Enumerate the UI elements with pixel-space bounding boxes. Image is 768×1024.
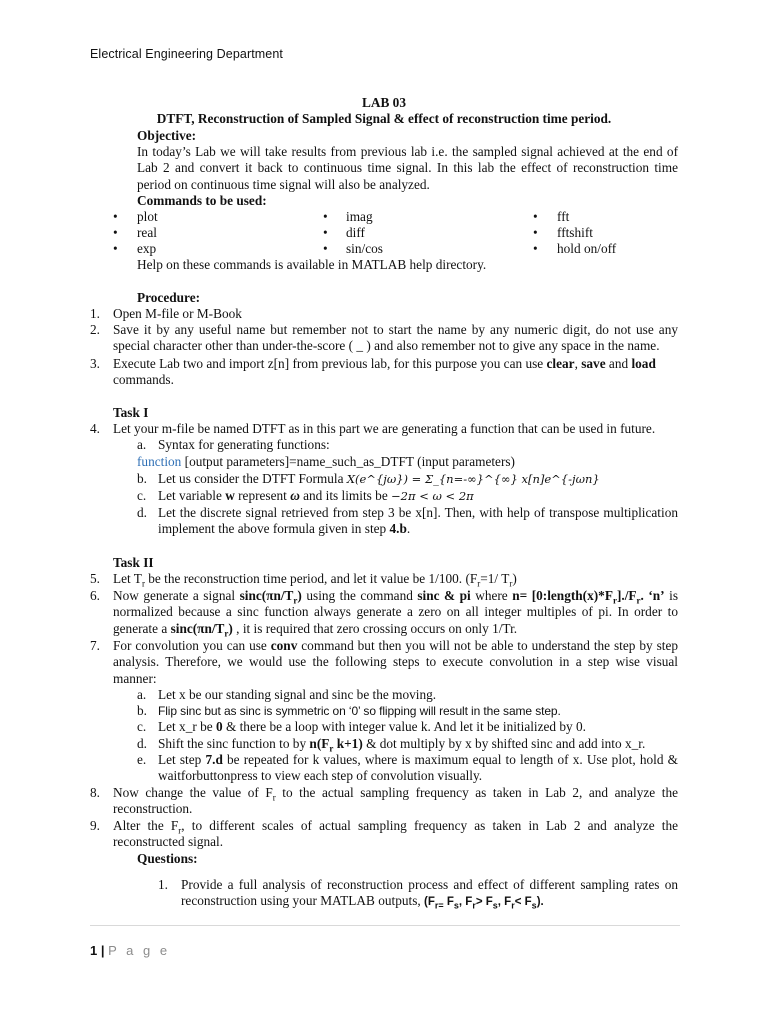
bullet-dot: •	[113, 225, 118, 240]
question-number: 1.	[158, 877, 168, 892]
task1-step-4c: Let variable w represent ω and its limits be −2π < ω < 2π	[158, 488, 474, 503]
task2-step-7a: Let x be our standing signal and sinc be the moving.	[158, 687, 437, 702]
bullet-dot: •	[323, 209, 328, 224]
command-item: fft	[557, 209, 570, 224]
footer-divider	[90, 925, 680, 926]
task2-step-7c: Let x_r be 0 & there be a loop with integer value k. And let it be initialized by 0.	[158, 719, 586, 734]
objective-text: In today’s Lab we will take results from previous lab i.e. the sampled signal achieved at the end of Lab 2 and convert it back to continuous time signal. In this lab the effect of reconstruction time period on continuous time signal will also be analyzed.	[137, 144, 678, 192]
task2-heading: Task II	[113, 555, 154, 570]
step-number: 2.	[90, 322, 100, 337]
step-number: 5.	[90, 571, 100, 586]
task1-step-4d: Let the discrete signal retrieved from step 3 be x[n]. Then, with help of transpose multiplication implement the above formula given in step 4.b.	[158, 505, 678, 537]
step-number: 3.	[90, 356, 100, 371]
page-number: 1	[90, 943, 98, 958]
procedure-step-2: Save it by any useful name but remember not to start the name by any numeric digit, do not use any special character other than under-the-score ( _ ) and also remember not to give any space in the name.	[113, 322, 678, 354]
command-item: sin/cos	[346, 241, 383, 256]
task1-step-4: Let your m-file be named DTFT as in this part we are generating a function that can be used in future.	[113, 421, 656, 436]
function-syntax: function [output parameters]=name_such_as_DTFT (input parameters)	[137, 454, 515, 469]
bullet-dot: •	[113, 209, 118, 224]
task2-step-7b: Flip sinc but as sinc is symmetric on ‘0’ so flipping will result in the same step.	[158, 704, 561, 718]
command-item: hold on/off	[557, 241, 617, 256]
procedure-step-3: Execute Lab two and import z[n] from previous lab, for this purpose you can use clear, save and load commands.	[113, 356, 656, 388]
bullet-dot: •	[533, 209, 538, 224]
function-keyword: function	[137, 454, 182, 469]
task2-step-8: Now change the value of $F_r$ to the actual sampling frequency as taken in Lab 2, and analyze the reconstruction.	[113, 785, 678, 817]
lab-subtitle: DTFT, Reconstruction of Sampled Signal & effect of reconstruction time period.	[156, 111, 612, 126]
question-1: Provide a full analysis of reconstruction process and effect of different sampling rates on reconstruction using your MATLAB outputs, ($F_{r=}$ $F_s$, $F_r> F_s$, $F_r< F_s$).	[181, 877, 678, 911]
commands-heading: Commands to be used:	[137, 193, 267, 208]
command-item: exp	[137, 241, 157, 256]
bullet-dot: •	[323, 241, 328, 256]
sub-label: b.	[137, 703, 147, 718]
page-word: P a g e	[108, 943, 171, 958]
step-number: 6.	[90, 588, 100, 603]
department-header: Electrical Engineering Department	[90, 47, 283, 61]
bullet-dot: •	[113, 241, 118, 256]
sub-label: d.	[137, 505, 147, 520]
sub-label: c.	[137, 488, 147, 503]
sub-label: a.	[137, 437, 147, 452]
bullet-dot: •	[533, 241, 538, 256]
sub-label: b.	[137, 471, 147, 486]
command-item: real	[137, 225, 157, 240]
procedure-step-1: Open M-file or M-Book	[113, 306, 242, 321]
questions-heading: Questions:	[137, 851, 198, 866]
sub-label: d.	[137, 736, 147, 751]
sub-label: c.	[137, 719, 147, 734]
objective-heading: Objective:	[137, 128, 197, 143]
sub-label: e.	[137, 752, 147, 767]
step-number: 1.	[90, 306, 100, 321]
page-footer: 1 | P a g e	[90, 943, 171, 958]
command-item: imag	[346, 209, 373, 224]
dtft-formula: X(e^{jω}) = Σ_{n=-∞}^{∞} x[n]e^{-jωn}	[346, 472, 600, 486]
help-text: Help on these commands is available in MATLAB help directory.	[137, 257, 487, 272]
task2-step-7e: Let step 7.d be repeated for k values, where is maximum equal to length of x. Use plot, hold & waitforbuttonpress to view each step of convolution visually.	[158, 752, 678, 784]
bullet-dot: •	[533, 225, 538, 240]
step-number: 4.	[90, 421, 100, 436]
step-number: 9.	[90, 818, 100, 833]
task1-step-4b: Let us consider the DTFT Formula X(e^{jω}) = Σ_{n=-∞}^{∞} x[n]e^{-jωn}	[158, 471, 600, 486]
task1-step-4a: Syntax for generating functions:	[158, 437, 330, 452]
task2-step-9: Alter the $F_r$, to different scales of actual sampling frequency as taken in Lab 2 and analyze the reconstructed signal.	[113, 818, 678, 850]
task1-heading: Task I	[113, 405, 149, 420]
procedure-heading: Procedure:	[137, 290, 201, 305]
command-item: plot	[137, 209, 158, 224]
command-item: fftshift	[557, 225, 593, 240]
command-item: diff	[346, 225, 365, 240]
sub-label: a.	[137, 687, 147, 702]
step-number: 7.	[90, 638, 100, 653]
lab-title: LAB 03	[362, 95, 406, 110]
task2-step-7d: Shift the sinc function to by $n(F_r$ k+1) & dot multiply by x by shifted sinc and add into x_r.	[158, 736, 646, 754]
bullet-dot: •	[323, 225, 328, 240]
task2-step-5: Let $T_r$ be the reconstruction time period, and let it value be 1/100. ($F_r=1/$ $T_r$)	[113, 571, 517, 589]
task2-step-7: For convolution you can use conv command but then you will not be able to understand the step by step analysis. Therefore, we would use the following steps to execute convolution in a step wise visual manner:	[113, 638, 678, 686]
task2-step-6: Now generate a signal $\sin c(\pi n/T_r)$ using the command sinc & pi where $n= [0:length(x)*F_r]./F_r$. ‘n’ is normalized because a sinc function always generate a zero on all integer multiples of pi. In order to generate a $\sin c(\pi n/T_r)$ , it is required that zero crossing occurs on only 1/Tr.	[113, 588, 678, 639]
step-number: 8.	[90, 785, 100, 800]
